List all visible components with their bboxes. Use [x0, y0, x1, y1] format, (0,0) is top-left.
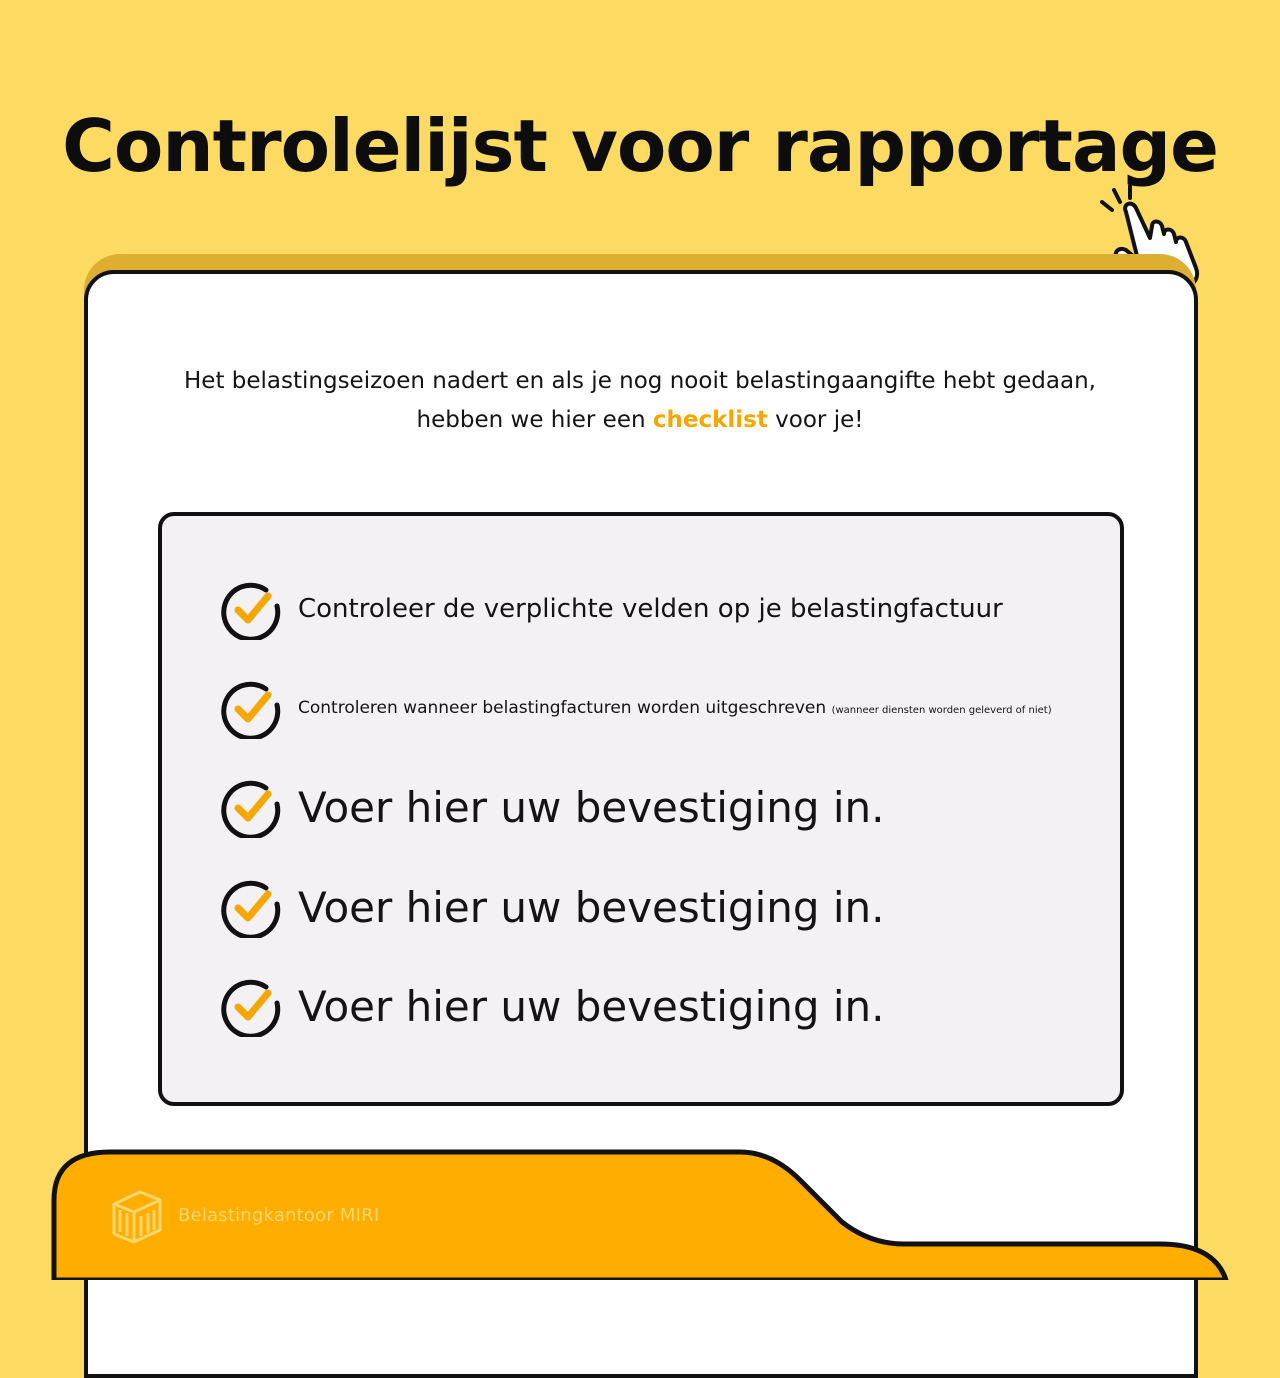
intro-line-1: Het belastingseizoen nadert en als je nog nooit belastingaangifte hebt gedaan,	[184, 368, 1096, 394]
checklist-item[interactable]	[220, 975, 885, 1037]
checklist-item-label: Voer hier uw bevestiging in.	[298, 882, 885, 932]
check-circle-icon	[220, 975, 282, 1037]
checklist-item-label: Voer hier uw bevestiging in.	[298, 981, 885, 1031]
page-title: Controlelijst voor rapportage	[62, 104, 1218, 188]
brand-name: Belastingkantoor MIRI	[178, 1204, 380, 1226]
checklist-item[interactable]	[220, 677, 1052, 739]
checklist-item-label: Controleer de verplichte velden op je belastingfactuur	[298, 594, 1003, 624]
check-circle-icon	[220, 776, 282, 838]
intro-text	[120, 362, 1160, 440]
checklist-item-label	[298, 698, 1052, 718]
checklist-item[interactable]	[220, 876, 885, 938]
checklist-item[interactable]	[220, 578, 1003, 640]
check-circle-icon	[220, 578, 282, 640]
checklist-item[interactable]	[220, 776, 885, 838]
intro-line-2	[120, 401, 1160, 440]
check-circle-icon	[220, 876, 282, 938]
checklist-item-label: Voer hier uw bevestiging in.	[298, 782, 885, 832]
checklist-item-main-text: Controleren wanneer belastingfacturen worden uitgeschreven	[298, 698, 827, 718]
building-logo-icon	[108, 1186, 166, 1244]
brand	[108, 1186, 379, 1244]
checklist-item-note: (wanneer diensten worden geleverd of niet)	[831, 705, 1052, 716]
intro-line-2-start: hebben we hier een	[416, 407, 653, 433]
check-circle-icon	[220, 677, 282, 739]
checklist-highlight: checklist	[652, 407, 768, 433]
intro-line-2-end: voor je!	[767, 407, 864, 433]
